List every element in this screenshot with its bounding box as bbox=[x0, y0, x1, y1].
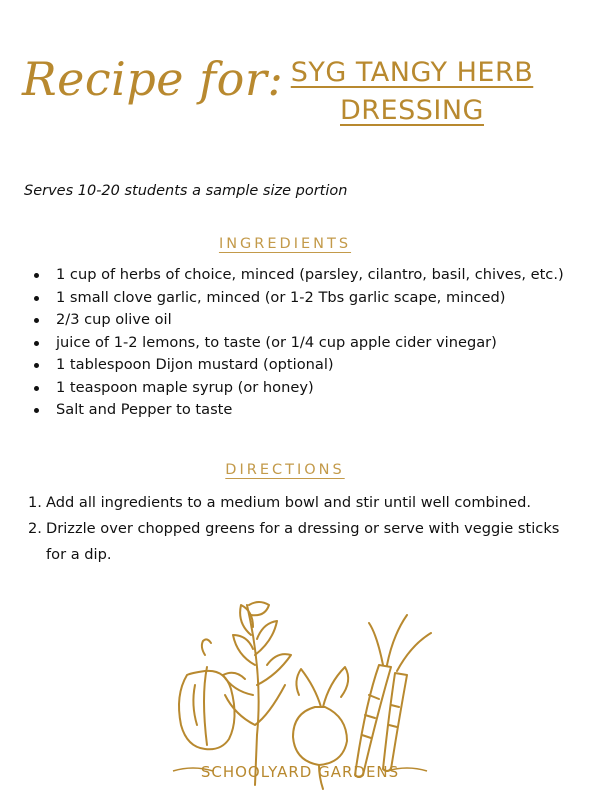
vegetables-illustration-icon bbox=[165, 595, 435, 795]
direction-step bbox=[28, 516, 568, 568]
ingredients-list bbox=[34, 264, 574, 422]
direction-step bbox=[28, 490, 568, 516]
serves-note: Serves 10-20 students a sample size portion bbox=[24, 183, 348, 199]
logo-text: SCHOOLYARD GARDENS bbox=[200, 763, 400, 781]
ingredient-item: 2/3 cup olive oil bbox=[34, 309, 574, 332]
recipe-for-script-title: Recipe for: bbox=[22, 52, 284, 106]
step-text: Add all ingredients to a medium bowl and stir until well combined. bbox=[46, 494, 531, 511]
recipe-title-line1: SYG TANGY HERB bbox=[290, 57, 534, 88]
ingredient-item: juice of 1-2 lemons, to taste (or 1/4 cup apple cider vinegar) bbox=[34, 332, 574, 355]
ingredient-item: 1 small clove garlic, minced (or 1-2 Tbs garlic scape, minced) bbox=[34, 287, 574, 310]
pepper-icon bbox=[179, 639, 235, 749]
schoolyard-gardens-logo bbox=[173, 763, 427, 781]
kale-icon bbox=[223, 602, 291, 785]
ingredient-item: Salt and Pepper to taste bbox=[34, 399, 574, 422]
step-number: 2. bbox=[28, 520, 42, 537]
directions-list bbox=[28, 490, 568, 568]
ingredients-heading: INGREDIENTS bbox=[218, 236, 352, 252]
recipe-title-line2: DRESSING bbox=[340, 95, 484, 126]
directions-heading: DIRECTIONS bbox=[225, 462, 345, 478]
step-number: 1. bbox=[28, 494, 42, 511]
ingredient-item: 1 cup of herbs of choice, minced (parsley, cilantro, basil, chives, etc.) bbox=[34, 264, 574, 287]
recipe-title bbox=[262, 54, 562, 130]
recipe-header bbox=[0, 0, 600, 150]
carrot-icon bbox=[355, 615, 431, 777]
ingredient-item: 1 teaspoon maple syrup (or honey) bbox=[34, 377, 574, 400]
step-text: Drizzle over chopped greens for a dressing or serve with veggie sticks for a dip. bbox=[46, 520, 560, 563]
ingredient-item: 1 tablespoon Dijon mustard (optional) bbox=[34, 354, 574, 377]
